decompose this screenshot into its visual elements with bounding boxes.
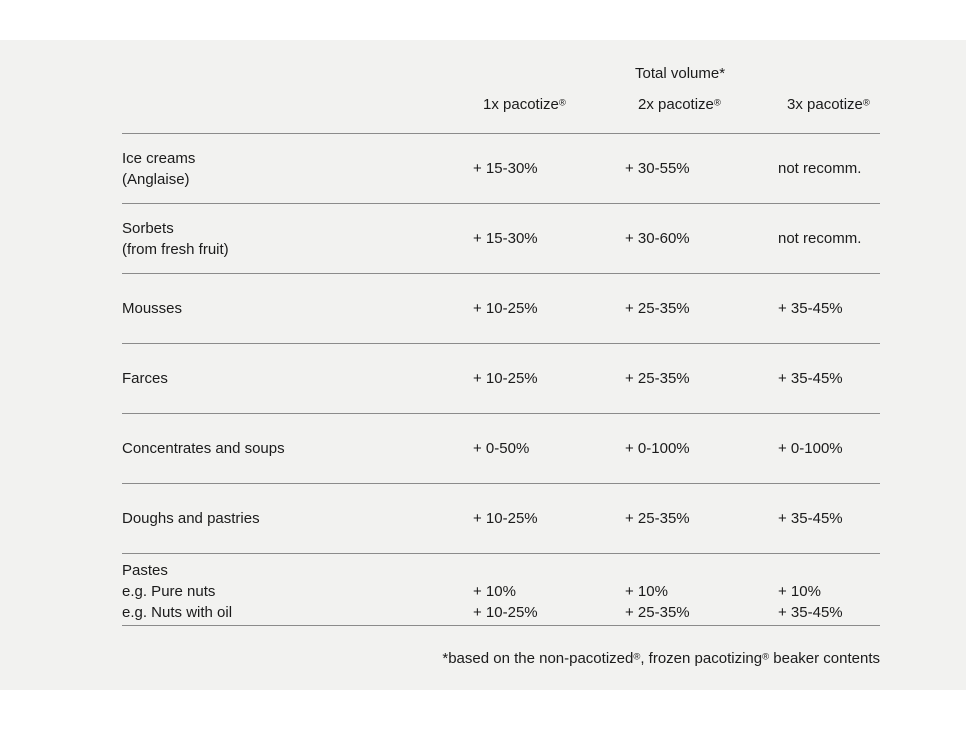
table-row-sorbets xyxy=(122,203,880,273)
table-row-farces xyxy=(122,343,880,413)
cell-3x: + 35-45% xyxy=(778,300,843,317)
cell-3x: + 35-45% xyxy=(778,370,843,387)
column-header-1x-pacotize: 1x pacotize® xyxy=(483,96,566,113)
cell-3x: not recomm. xyxy=(778,230,862,247)
table-row-pastes xyxy=(122,553,880,625)
cell-3x: + 10% + 35-45% xyxy=(778,583,843,621)
table-row-mousses xyxy=(122,273,880,343)
registered-mark: ® xyxy=(713,97,721,109)
row-label: Ice creams (Anglaise) xyxy=(122,149,196,188)
cell-1x: + 10-25% xyxy=(473,370,538,387)
cell-1x: + 10-25% xyxy=(473,300,538,317)
row-label: Farces xyxy=(122,370,168,387)
cell-1x: + 10% + 10-25% xyxy=(473,583,538,621)
column-header-2x-pacotize: 2x pacotize® xyxy=(638,96,721,113)
cell-1x: + 15-30% xyxy=(473,230,538,247)
cell-2x: + 25-35% xyxy=(625,510,690,527)
footnote: *based on the non-pacotized®, frozen pacotizing® beaker contents xyxy=(442,650,880,667)
cell-3x: not recomm. xyxy=(778,160,862,177)
row-label: Sorbets (from fresh fruit) xyxy=(122,219,229,258)
cell-2x: + 0-100% xyxy=(625,440,690,457)
table-row-concentrates-soups xyxy=(122,413,880,483)
row-label: Concentrates and soups xyxy=(122,440,285,457)
row-label: Doughs and pastries xyxy=(122,510,260,527)
cell-2x: + 30-60% xyxy=(625,230,690,247)
cell-2x: + 25-35% xyxy=(625,370,690,387)
group-header-row xyxy=(122,63,880,84)
registered-mark: ® xyxy=(633,651,641,663)
table-row-ice-creams xyxy=(122,133,880,203)
table-body xyxy=(122,133,880,626)
label-column-spacer xyxy=(122,94,440,115)
registered-mark: ® xyxy=(762,651,770,663)
registered-mark: ® xyxy=(862,97,870,109)
pacotize-volume-table xyxy=(122,63,880,669)
row-label: Pastes e.g. Pure nuts e.g. Nuts with oil xyxy=(122,562,233,621)
cell-2x: + 10% + 25-35% xyxy=(625,583,690,621)
column-header-3x-pacotize: 3x pacotize® xyxy=(787,96,870,113)
cell-1x: + 10-25% xyxy=(473,510,538,527)
table-row-doughs-pastries xyxy=(122,483,880,553)
registered-mark: ® xyxy=(558,97,566,109)
cell-1x: + 15-30% xyxy=(473,160,538,177)
cell-3x: + 35-45% xyxy=(778,510,843,527)
cell-2x: + 25-35% xyxy=(625,300,690,317)
cell-3x: + 0-100% xyxy=(778,440,843,457)
group-header-total-volume: Total volume* xyxy=(635,65,726,82)
row-label: Mousses xyxy=(122,300,183,317)
cell-2x: + 30-55% xyxy=(625,160,690,177)
cell-1x: + 0-50% xyxy=(473,440,530,457)
column-header-row xyxy=(122,94,880,115)
